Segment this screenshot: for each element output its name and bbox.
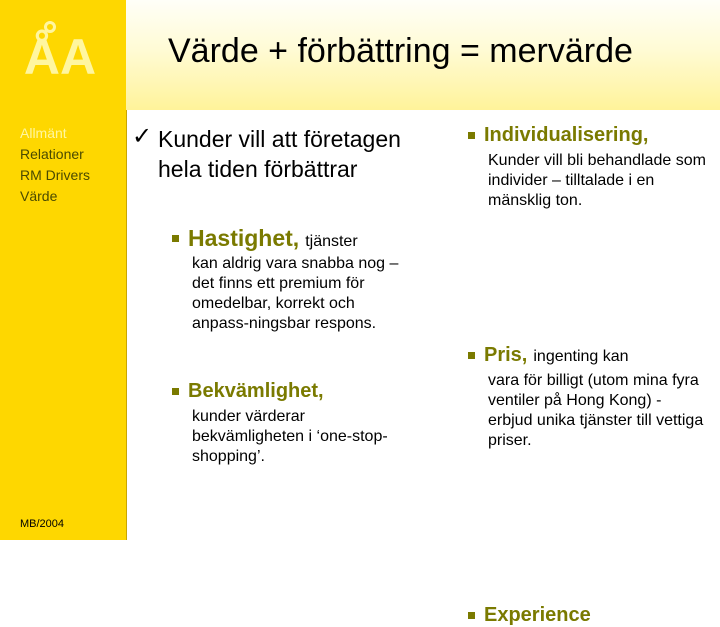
bullet-body: kunder värderar bekvämligheten i ‘one-stop-shopping’. (192, 408, 388, 465)
square-bullet-icon (468, 352, 475, 359)
bullet-tail: ingenting kan (533, 348, 629, 365)
bullet-experience (468, 604, 708, 627)
sidebar-item-relationer[interactable]: Relationer (20, 146, 84, 162)
lead-block (132, 124, 422, 184)
bullet-heading: Bekvämlighet, (188, 380, 324, 402)
logo (23, 20, 97, 85)
bullet-body: Kunder vill bli behandlade som individer – tilltalade i en mänsklig ton. (488, 152, 706, 209)
svg-text:ÅA: ÅA (23, 29, 97, 85)
bullet-individualisering (468, 124, 708, 211)
sidebar-nav (20, 123, 90, 207)
bullet-body: kan aldrig vara snabba nog – det finns ett premium för omedelbar, korrekt och anpass-ningsbar respons. (192, 255, 399, 332)
sidebar (0, 0, 127, 540)
lead-text: Kunder vill att företagen hela tiden förbättrar (158, 126, 401, 182)
page-title: Värde + förbättring = mervärde (168, 32, 633, 70)
square-bullet-icon (172, 235, 179, 242)
bullet-heading: Hastighet, (188, 225, 300, 251)
right-column (468, 124, 708, 626)
footer-author-date: MB/2004 (20, 518, 65, 530)
checkmark-icon: ✓ (132, 123, 153, 150)
bullet-bekvamlighet (172, 380, 412, 467)
bullet-tail: tjänster (305, 233, 358, 250)
sidebar-item-allmant[interactable]: Allmänt (20, 125, 67, 141)
bullet-hastighet (172, 225, 412, 334)
sidebar-item-rm-drivers[interactable]: RM Drivers (20, 167, 90, 183)
logo-mark (23, 20, 97, 85)
sidebar-item-varde[interactable]: Värde (20, 188, 58, 204)
bullet-heading: Pris, (484, 344, 528, 366)
bullet-heading: Individualisering, (484, 124, 649, 146)
square-bullet-icon (468, 612, 475, 619)
bullet-pris (468, 344, 708, 451)
bullet-body: vara för billigt (utom mina fyra ventiler på Hong Kong) - erbjud unika tjänster till vettiga priser. (488, 372, 704, 449)
bullet-heading: Experience (484, 604, 591, 626)
square-bullet-icon (468, 132, 475, 139)
square-bullet-icon (172, 388, 179, 395)
